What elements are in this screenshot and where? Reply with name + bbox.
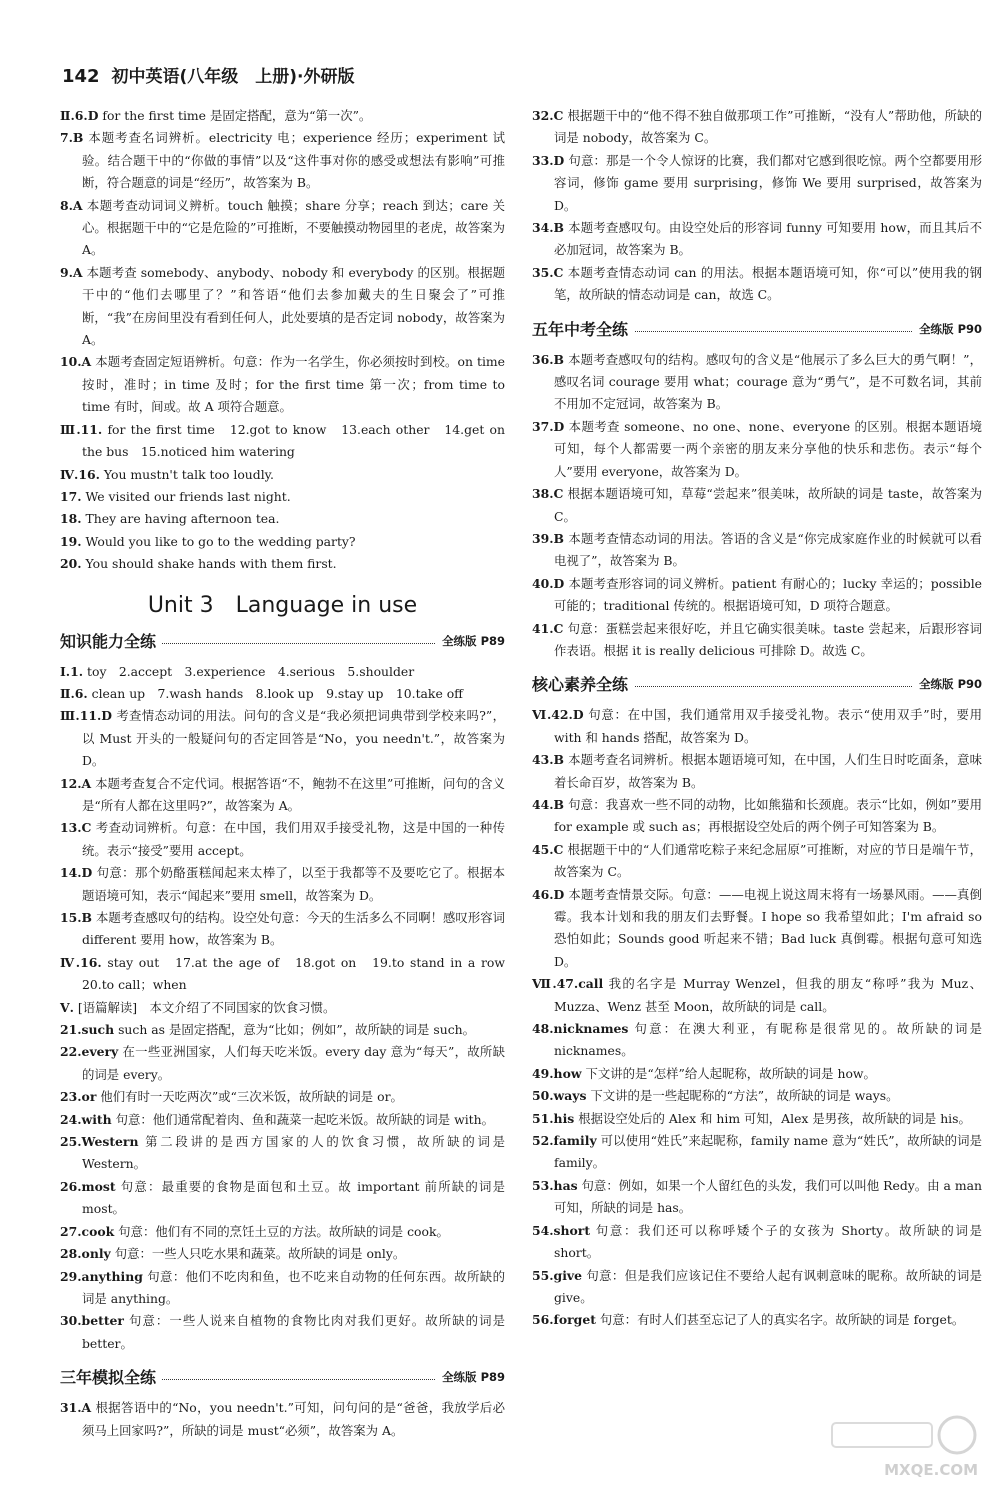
answer-number: 45.C (532, 841, 564, 857)
answer-entry (532, 839, 982, 884)
answer-entry (60, 705, 505, 772)
answer-text: 句意：我们还可以称呼矮个子的女孩为 Shorty。故所缺的词是 short。 (554, 1222, 982, 1261)
answer-number: 25.Western (60, 1134, 139, 1150)
answer-text: 本题考查感叹句。由设空处后的形容词 funny 可知要用 how，而且其后不必加冠词，故答案为 B。 (554, 220, 982, 258)
answer-entry (532, 573, 982, 618)
answer-text: 句意：他们有不同的烹饪土豆的方法。故所缺的词是 cook。 (118, 1223, 449, 1239)
answer-text: for the first time 12.got to know 13.each other 14.get on the bus 15.noticed him watering (82, 421, 505, 460)
answer-number: Ⅳ.16. (60, 954, 102, 970)
answer-number: 28.only (60, 1246, 111, 1262)
answer-text: 句意：一些人说来自植物的食物比肉对我们更好。故所缺的词是 better。 (82, 1313, 505, 1351)
answer-entry (60, 508, 505, 530)
answer-text: 句意：我喜欢一些不同的动物，比如熊猫和长颈鹿。表示“比如，例如”要用 for example 或 such as；再根据设空处后的两个例子可知答案为 B。 (554, 796, 982, 835)
section-title: 知识能力全练 (60, 629, 162, 652)
answer-number: Ⅰ.1. (60, 663, 84, 679)
answer-text: 考查情态动词的用法。问句的含义是“我必须把词典带到学校来吗?”，以 Must 开头的一般疑问句的否定回答是“No，you needn't.”，故答案为 D。 (82, 708, 505, 769)
answer-number: 26.most (60, 1178, 116, 1194)
answer-entry (532, 528, 982, 573)
answer-entry (60, 1397, 505, 1442)
answer-text: 根据题干中的“人们通常吃粽子来纪念屈原”可推断，对应的节日是端午节，故答案为 C。 (554, 841, 982, 880)
answer-number: 29.anything (60, 1268, 143, 1284)
answer-entry (60, 1266, 505, 1311)
answer-text: stay out 17.at the age of 18.got on 19.to stand in a row 20.to call；when (82, 954, 518, 993)
answer-entry (60, 952, 518, 997)
watermark-url: MXQE.COM (884, 1461, 978, 1479)
section-ref: 全练版 P90 (913, 321, 982, 337)
answer-entry (60, 1310, 505, 1355)
section-title: 五年中考全练 (532, 317, 634, 340)
answer-entry (532, 704, 982, 749)
answer-entry (532, 1085, 982, 1107)
answer-text: 他们有时一天吃两次”或“三次米饭，故所缺的词是 or。 (100, 1089, 403, 1105)
answer-number: 22.every (60, 1044, 119, 1060)
answer-text: 句意：但是我们应该记住不要给人起有讽刺意味的昵称。故所缺的词是 give。 (554, 1267, 982, 1305)
section-title: 核心素养全练 (532, 672, 634, 695)
left-answers-top (60, 105, 505, 576)
answer-number: Ⅱ.6.D (60, 108, 99, 123)
answer-number: 55.give (532, 1267, 583, 1283)
answer-entry (532, 150, 982, 217)
answer-text: toy 2.accept 3.experience 4.serious 5.shoulder (87, 663, 415, 679)
left-column (60, 105, 518, 1442)
right-answers-mid (532, 349, 982, 663)
answer-text: 本题考查 somebody、anybody、nobody 和 everybody 的区别。根据题干中的“他们去哪里了？”和答语“他们去参加戴夫的生日聚会了”可推断，“我”在房间里没有看到任何人，此处要填的是否定词 nobody，故答案为 A。 (82, 264, 505, 348)
page-number: 142 (62, 66, 100, 87)
answer-text: 根据本题语境可知，草莓“尝起来”很美味，故所缺的词是 taste，故答案为 C。 (554, 486, 982, 524)
answer-text: 本题考查形容词的词义辨析。patient 有耐心的；lucky 幸运的；possible 可能的；traditional 传统的。根据语境可知，D 项符合题意。 (554, 575, 982, 614)
answer-entry (60, 1041, 505, 1086)
answer-text: 本题考查感叹句的结构。感叹句的含义是“他展示了多么巨大的勇气啊！”，感叹名词 courage 要用 what；courage 意为“勇气”，是不可数名词，其前不用加不定冠词，故答案为 B。 (554, 351, 982, 412)
answer-text: 本题考查复合不定代词。根据答语“不，鲍勃不在这里”可推断，问句的含义是“所有人都在这里吗?”，故答案为 A。 (82, 775, 505, 813)
answer-text: [语篇解读] 本文介绍了不同国家的饮食习惯。 (77, 999, 336, 1015)
answer-entry (60, 464, 505, 486)
answer-text: 句意：最重要的食物是面包和土豆。故 important 前所缺的词是 most。 (82, 1178, 505, 1217)
answer-entry (60, 1131, 505, 1176)
answer-text: 在一些亚洲国家，人们每天吃米饭。every day 意为“每天”，故所缺的词是 every。 (82, 1044, 505, 1082)
answer-entry (532, 483, 982, 528)
answer-entry (60, 1109, 505, 1131)
answer-number: Ⅵ.42.D (532, 707, 584, 723)
section-ref: 全练版 P89 (436, 633, 505, 649)
answer-number: 10.A (60, 354, 92, 370)
answer-number: 8.A (60, 197, 83, 213)
answer-text: Would you like to go to the wedding party? (85, 533, 356, 549)
answer-number: 31.A (60, 1400, 92, 1416)
section-three-year-header (60, 1363, 505, 1393)
answer-entry (60, 531, 505, 553)
answer-number: 23.or (60, 1089, 97, 1105)
answer-entry (532, 749, 982, 794)
answer-entry (60, 817, 505, 862)
answer-number: 50.ways (532, 1088, 587, 1104)
answer-entry (532, 1108, 982, 1130)
answer-entry (532, 884, 982, 974)
answer-text: 句意：在澳大利亚，有昵称是很常见的。故所缺的词是 nicknames。 (554, 1021, 982, 1059)
answer-entry (60, 1176, 505, 1221)
answer-number: 24.with (60, 1111, 112, 1127)
answer-entry (60, 683, 505, 705)
answer-number: Ⅱ.6. (60, 685, 88, 701)
answer-text: 本题考查动词词义辨析。touch 触摸；share 分享；reach 到达；care 关心。根据题干中的“它是危险的”可推断，不要触摸动物园里的老虎，故答案为 A。 (82, 197, 505, 258)
answer-text: 本题考查感叹句的结构。设空处句意：今天的生活多么不同啊！感叹形容词 different 要用 how，故答案为 B。 (82, 910, 505, 948)
answer-number: 14.D (60, 865, 93, 881)
answer-text: 句意：蛋糕尝起来很好吃，并且它确实很美味。taste 尝起来，后跟形容词作表语。根据 it is really delicious 可排除 D。故选 C。 (554, 620, 982, 658)
right-column (532, 105, 982, 1332)
answer-text: 本题考查情态动词的用法。答语的含义是“你完成家庭作业的时候就可以看电视了”，故答案为 B。 (554, 530, 982, 569)
answer-text: We visited our friends last night. (85, 488, 291, 504)
answer-number: 33.D (532, 152, 565, 168)
answer-number: 32.C (532, 108, 564, 123)
answer-entry (532, 1265, 982, 1310)
watermark-logo-icon (822, 1413, 982, 1463)
answer-text: 本题考查情景交际。句意：——电视上说这周末将有一场暴风雨。——真倒霉。我本计划和我的朋友们去野餐。I hope so 我希望如此；I'm afraid so 恐怕如此；Sounds good 听起来不错；Bad luck 真倒霉。根据句意可知选 D。 (554, 886, 982, 969)
answer-number: 46.D (532, 886, 565, 902)
answer-entry (60, 105, 505, 127)
answer-number: Ⅶ.47.call (532, 976, 604, 992)
answer-entry (60, 262, 505, 352)
answer-number: 54.short (532, 1222, 591, 1238)
answer-entry (532, 1175, 982, 1220)
answer-number: 52.family (532, 1133, 597, 1149)
section-title: 三年模拟全练 (60, 1365, 162, 1388)
answer-text: clean up 7.wash hands 8.look up 9.stay up 10.take off (91, 685, 463, 701)
answer-entry (532, 1018, 982, 1063)
answer-text: 第二段讲的是西方国家的人的饮食习惯，故所缺的词是 Western。 (82, 1134, 505, 1172)
answer-entry (532, 262, 982, 307)
answer-entry (532, 794, 982, 839)
answer-text: 根据题干中的“他不得不独自做那项工作”可推断，“没有人”帮助他，所缺的词是 nobody，故答案为 C。 (554, 108, 982, 146)
right-answers-bottom (532, 704, 982, 1331)
answer-entry (532, 416, 982, 483)
answer-entry (60, 195, 505, 262)
answer-number: 35.C (532, 264, 564, 280)
answer-number: 41.C (532, 620, 564, 636)
answer-number: 40.D (532, 575, 565, 591)
section-ref: 全练版 P89 (436, 1369, 505, 1385)
answer-text: 根据答语中的“No，you needn't.”可知，问句问的是“爸爸，我放学后必须马上回家吗?”，所缺的词是 must“必须”，故答案为 A。 (82, 1400, 505, 1438)
answer-number: 51.his (532, 1110, 575, 1126)
answer-number: 30.better (60, 1313, 124, 1329)
answer-text: 下文讲的是“怎样”给人起昵称，故所缺的词是 how。 (585, 1065, 876, 1081)
answer-entry (532, 349, 982, 416)
section-knowledge-header (60, 627, 505, 657)
answer-entry (60, 773, 505, 818)
section-five-year-header (532, 315, 982, 345)
answer-text: 根据设空处后的 Alex 和 him 可知，Alex 是男孩，故所缺的词是 his。 (578, 1110, 971, 1126)
answer-text: You mustn't talk too loudly. (103, 466, 274, 482)
answer-number: 39.B (532, 530, 565, 546)
answer-number: 19. (60, 533, 82, 549)
answer-text: 句意：一些人只吃水果和蔬菜。故所缺的词是 only。 (114, 1246, 406, 1262)
answer-number: 7.B (60, 130, 84, 146)
answer-text: for the first time 是固定搭配，意为“第一次”。 (102, 108, 372, 123)
answer-text: 可以使用“姓氏”来起昵称，family name 意为“姓氏”，故所缺的词是 family。 (554, 1133, 982, 1171)
answer-entry (60, 1019, 505, 1041)
answer-number: 12.A (60, 775, 92, 791)
answer-entry (60, 553, 505, 575)
answer-entry (532, 1220, 982, 1265)
page-header (62, 62, 355, 87)
answer-text: 本题考查固定短语辨析。句意：作为一名学生，你必须按时到校。on time 按时，准时；in time 及时；for the first time 第一次；from time to time 有时，间或。故 A 项符合题意。 (82, 354, 505, 415)
answer-text: 本题考查名词辨析。electricity 电；experience 经历；experiment 试验。结合题干中的“你做的事情”以及“这件事对你的感受或想法有影响”可推断，符合题意的词是“经历”，故答案为 B。 (82, 130, 505, 191)
answer-number: 17. (60, 488, 82, 504)
answer-text: 本题考查情态动词 can 的用法。根据本题语境可知，你“可以”使用我的钢笔，故所缺的情态动词是 can，故选 C。 (554, 264, 982, 303)
section-core-header (532, 670, 982, 700)
answer-number: 9.A (60, 264, 83, 280)
answer-number: Ⅲ.11.D (60, 708, 113, 724)
answer-number: 13.C (60, 820, 92, 836)
answer-text: such as 是固定搭配，意为“比如；例如”，故所缺的词是 such。 (118, 1022, 476, 1038)
answer-text: 本题考查名词辨析。根据本题语境可知，在中国，人们生日时吃面条，意味着长命百岁，故答案为 B。 (554, 752, 983, 790)
answer-entry (532, 1309, 982, 1331)
answer-number: 38.C (532, 486, 564, 502)
answer-text: 句意：例如，如果一个人留红色的头发，我们可以叫他 Redy。由 a man 可知，所缺的词是 has。 (554, 1177, 982, 1216)
left-answers-bottom (60, 1397, 505, 1442)
answer-entry (60, 1243, 505, 1265)
answer-number: 15.B (60, 910, 93, 925)
answer-text: 句意：在中国，我们通常用双手接受礼物。表示“使用双手”时，要用 with 和 hands 搭配，故答案为 D。 (554, 707, 982, 745)
answer-entry (60, 351, 505, 418)
answer-entry (60, 1086, 505, 1108)
answer-number: Ⅳ.16. (60, 466, 100, 482)
watermark (822, 1413, 982, 1483)
answer-entry (60, 419, 505, 464)
answer-text: 考查动词辨析。句意：在中国，我们用双手接受礼物，这是中国的一种传统。表示“接受”要用 accept。 (82, 820, 505, 858)
answer-number: 56.forget (532, 1312, 596, 1328)
answer-text: 我的名字是 Murray Wenzel，但我的朋友“称呼”我为 Muz、Muzza、Wenz 甚至 Moon，故所缺的词是 call。 (554, 976, 982, 1014)
answer-text: 句意：他们不吃肉和鱼，也不吃来自动物的任何东西。故所缺的词是 anything。 (82, 1268, 505, 1306)
answer-entry (532, 1063, 982, 1085)
answer-text: 句意：他们通常配着肉、鱼和蔬菜一起吃米饭。故所缺的词是 with。 (115, 1111, 495, 1127)
answer-entry (60, 907, 505, 952)
answer-number: 43.B (532, 752, 565, 768)
answer-number: 20. (60, 556, 82, 572)
answer-entry (532, 217, 982, 262)
answer-text: 句意：那是一个令人惊讶的比赛，我们都对它感到很吃惊。两个空都要用形容词，修饰 game 要用 surprising，修饰 We 要用 surprised，故答案为 D。 (554, 152, 982, 213)
answer-number: 44.B (532, 796, 565, 812)
answer-entry (60, 997, 505, 1019)
answer-number: Ⅴ. (60, 999, 74, 1015)
answer-entry (60, 127, 505, 194)
answer-entry (60, 862, 505, 907)
answer-number: 36.B (532, 351, 565, 367)
answer-number: 49.how (532, 1065, 582, 1081)
right-answers-top (532, 105, 982, 307)
answer-number: 34.B (532, 220, 565, 236)
answer-number: 48.nicknames (532, 1021, 629, 1037)
answer-entry (60, 1221, 505, 1243)
answer-entry (532, 973, 982, 1018)
answer-number: 18. (60, 511, 82, 527)
answer-text: They are having afternoon tea. (85, 511, 280, 527)
answer-text: 句意：有时人们甚至忘记了人的真实名字。故所缺的词是 forget。 (599, 1312, 965, 1328)
unit-title: Unit 3 Language in use (147, 592, 418, 618)
answer-number: 37.D (532, 418, 565, 434)
answer-entry (532, 1130, 982, 1175)
section-ref: 全练版 P90 (913, 676, 982, 692)
answer-text: 句意：那个奶酪蛋糕闻起来太棒了，以至于我都等不及要吃它了。根据本题语境可知，表示“闻起来”要用 smell，故答案为 D。 (82, 865, 505, 903)
book-title: 初中英语(八年级 上册)·外研版 (111, 67, 355, 87)
left-answers-mid (60, 661, 518, 1356)
answer-entry (532, 105, 982, 150)
answer-entry (60, 661, 505, 683)
answer-text: 本题考查 someone、no one、none、everyone 的区别。根据本题语境可知，每个人都需要一两个亲密的朋友来分享他的快乐和悲伤。表示“每个人”要用 everyone，故答案为 D。 (554, 418, 982, 479)
answer-number: 27.cook (60, 1223, 115, 1239)
answer-text: 下文讲的是一些起昵称的“方法”，故所缺的词是 ways。 (590, 1088, 899, 1104)
answer-entry (532, 618, 982, 663)
answer-text: You should shake hands with them first. (85, 556, 337, 572)
answer-number: 53.has (532, 1177, 578, 1193)
answer-number: Ⅲ.11. (60, 421, 103, 437)
answer-number: 21.such (60, 1022, 115, 1038)
answer-entry (60, 486, 505, 508)
